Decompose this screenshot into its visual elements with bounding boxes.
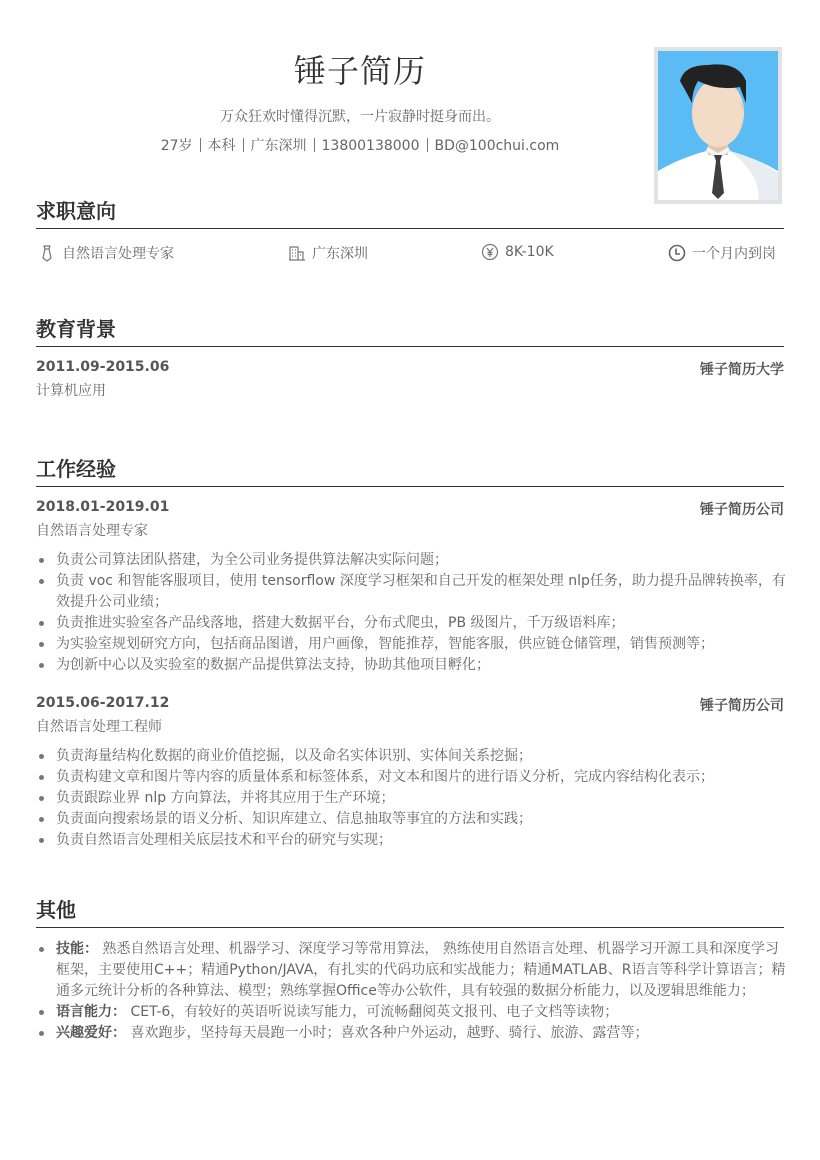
list-item: 为创新中心以及实验室的数据产品提供算法支持，协助其他项目孵化； [36,655,786,676]
other-list [36,939,786,1044]
work-role: 自然语言处理工程师 [36,719,162,735]
intent-position-label: 自然语言处理专家 [62,246,174,262]
contact-degree: 本科 [207,138,236,154]
clock-icon [668,244,686,262]
resume-name: 锤子简历 [293,52,426,90]
work-role: 自然语言处理专家 [36,523,148,539]
section-title-work: 工作经验 [36,457,116,481]
avatar-illustration-icon [658,51,778,200]
work-period: 2018.01-2019.01 [36,499,170,515]
intent-salary [481,243,554,261]
avatar [654,47,782,204]
list-item: 负责 voc 和智能客服项目，使用 tensorflow 深度学习框架和自己开发的框架处理 nlp任务，助力提升品牌转换率，有效提升公司业绩； [36,571,786,613]
contact-age: 27岁 [160,138,193,154]
intent-city [288,243,368,263]
section-divider [36,927,784,928]
work-company: 锤子简历公司 [700,698,784,714]
intent-availability-label: 一个月内到岗 [692,246,776,262]
hobbies-text: 喜欢跑步，坚持每天晨跑一小时；喜欢各种户外运动，越野、骑行、旅游、露营等； [130,1025,649,1041]
divider [427,138,428,152]
contact-email: BD@100chui.com [434,138,560,154]
education-period: 2011.09-2015.06 [36,359,170,375]
education-entry-head [36,359,784,378]
yen-icon [481,243,499,261]
work-period: 2015.06-2017.12 [36,695,170,711]
list-item-language [36,1002,786,1023]
list-item: 负责自然语言处理相关底层技术和平台的研究与实现； [36,830,786,851]
tie-icon [38,244,56,262]
section-divider [36,346,784,347]
list-item: 负责推进实验室各产品线落地，搭建大数据平台，分布式爬虫，PB 级图片，千万级语料库； [36,613,786,634]
resume-motto: 万众狂欢时懂得沉默，一片寂静时挺身而出。 [220,109,500,125]
work-duties-list [36,550,786,676]
intent-city-label: 广东深圳 [312,246,368,262]
skills-text: 熟悉自然语言处理、机器学习、深度学习等常用算法， 熟练使用自然语言处理、机器学习开源工具和深度学习框架，主要使用C++；精通Python/JAVA，有扎实的代码功底和实战能力；精通MATLAB、R语言等科学计算语言；精通多元统计分析的各种算法、模型；熟练掌握Office等办公软件，具有较强的数据分析能力，以及逻辑思维能力； [56,941,786,999]
section-divider [36,228,784,229]
divider [200,138,201,152]
job-intent-row [36,243,784,265]
list-item: 负责构建文章和图片等内容的质量体系和标签体系，对文本和图片的进行语义分析，完成内容结构化表示； [36,767,786,788]
list-item: 负责跟踪业界 nlp 方向算法，并将其应用于生产环境； [36,788,786,809]
list-item: 为实验室规划研究方向，包括商品图谱，用户画像，智能推荐，智能客服，供应链仓储管理，销售预测等； [36,634,786,655]
skills-label: 技能： [56,941,98,957]
work-entry-head [36,695,784,714]
contact-city: 广东深圳 [250,138,307,154]
divider [243,138,244,152]
education-school: 锤子简历大学 [700,362,784,378]
work-entry-head [36,499,784,518]
language-label: 语言能力： [56,1004,126,1020]
work-duties-list [36,746,786,851]
intent-salary-label: 8K-10K [505,244,554,260]
education-major: 计算机应用 [36,383,106,399]
contact-phone: 13800138000 [321,138,420,154]
divider [314,138,315,152]
section-title-intent: 求职意向 [36,199,116,223]
language-text: CET-6，有较好的英语听说读写能力，可流畅翻阅英文报刊、电子文档等读物； [130,1004,619,1020]
section-title-other: 其他 [36,898,76,922]
list-item-skills [36,939,786,1002]
section-divider [36,486,784,487]
intent-position [38,243,174,263]
section-title-education: 教育背景 [36,317,116,341]
list-item: 负责面向搜索场景的语义分析、知识库建立、信息抽取等事宜的方法和实践； [36,809,786,830]
intent-availability [668,243,776,263]
list-item: 负责公司算法团队搭建，为全公司业务提供算法解决实际问题； [36,550,786,571]
list-item-hobbies [36,1023,786,1044]
work-company: 锤子简历公司 [700,502,784,518]
building-icon [288,244,306,262]
hobbies-label: 兴趣爱好： [56,1025,126,1041]
contact-line [100,135,620,155]
list-item: 负责海量结构化数据的商业价值挖掘，以及命名实体识别、实体间关系挖掘； [36,746,786,767]
